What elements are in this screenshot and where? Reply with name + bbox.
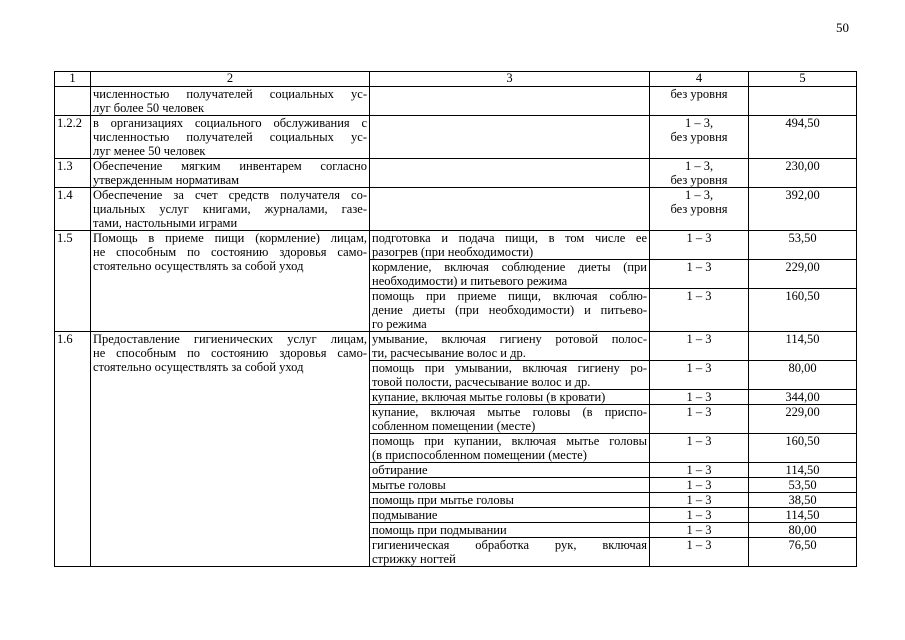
price-cell bbox=[749, 523, 857, 538]
service-name-line: численностью получателей социальных ус- bbox=[93, 87, 367, 101]
service-name-line: Обеспечение мягким инвентарем согласно bbox=[93, 159, 367, 173]
action-cell bbox=[370, 390, 650, 405]
action-line: купание, включая мытье головы (в кровати) bbox=[372, 390, 606, 404]
level-line: 1 – 3, bbox=[684, 188, 714, 202]
level-cell bbox=[650, 116, 749, 159]
service-name-line: в организациях социального обслуживания с bbox=[93, 116, 367, 130]
page-number: 50 bbox=[836, 20, 849, 35]
price-value: 53,50 bbox=[788, 478, 817, 492]
price-value: 344,00 bbox=[785, 390, 820, 404]
price-cell bbox=[749, 493, 857, 508]
level-line: 1 – 3 bbox=[686, 289, 712, 303]
action-line: ти, расчесывание волос и др. bbox=[372, 346, 526, 360]
action-line: разогрев (при необходимости) bbox=[372, 245, 534, 259]
price-value: 80,00 bbox=[788, 361, 817, 375]
service-name-line: не способным по состоянию здоровья само- bbox=[93, 346, 367, 360]
action-line: подмывание bbox=[372, 508, 438, 522]
row-number: 1.6 bbox=[57, 332, 73, 346]
level-line: 1 – 3 bbox=[686, 260, 712, 274]
price-value: 160,50 bbox=[785, 289, 820, 303]
action-line: кормление, включая соблюдение диеты (при bbox=[372, 260, 647, 274]
level-cell bbox=[650, 538, 749, 567]
action-cell bbox=[370, 188, 650, 231]
price-cell bbox=[749, 116, 857, 159]
level-cell bbox=[650, 231, 749, 260]
action-cell bbox=[370, 538, 650, 567]
action-line: го режима bbox=[372, 317, 427, 331]
row-number: 1.4 bbox=[57, 188, 73, 202]
level-cell bbox=[650, 332, 749, 361]
column-header-4: 4 bbox=[650, 72, 749, 87]
level-cell bbox=[650, 188, 749, 231]
table-row bbox=[55, 87, 857, 116]
action-cell bbox=[370, 260, 650, 289]
action-cell bbox=[370, 508, 650, 523]
table-row bbox=[55, 159, 857, 188]
action-line: собленном помещении (месте) bbox=[372, 419, 536, 433]
action-line: стрижку ногтей bbox=[372, 552, 456, 566]
service-name-line: Предоставление гигиенических услуг лицам, bbox=[93, 332, 367, 346]
service-name-line: Обеспечение за счет средств получателя со- bbox=[93, 188, 367, 202]
price-cell bbox=[749, 463, 857, 478]
action-line: дение диеты (при необходимости) и питьево- bbox=[372, 303, 647, 317]
level-cell bbox=[650, 523, 749, 538]
action-line: помощь при умывании, включая гигиену ро- bbox=[372, 361, 647, 375]
action-cell bbox=[370, 523, 650, 538]
level-cell bbox=[650, 493, 749, 508]
price-value: 114,50 bbox=[785, 463, 820, 477]
table-body bbox=[55, 72, 857, 567]
column-header-5: 5 bbox=[749, 72, 857, 87]
price-cell bbox=[749, 434, 857, 463]
price-value: 80,00 bbox=[788, 523, 817, 537]
row-number-cell bbox=[55, 231, 91, 332]
level-cell bbox=[650, 159, 749, 188]
action-cell bbox=[370, 87, 650, 116]
action-line: купание, включая мытье головы (в приспо- bbox=[372, 405, 647, 419]
action-line: умывание, включая гигиену ротовой полос- bbox=[372, 332, 647, 346]
row-number-cell bbox=[55, 159, 91, 188]
price-cell bbox=[749, 231, 857, 260]
level-cell bbox=[650, 289, 749, 332]
level-line: 1 – 3 bbox=[686, 478, 712, 492]
service-name-line: численностью получателей социальных ус- bbox=[93, 130, 367, 144]
level-line: без уровня bbox=[670, 87, 728, 101]
service-name-cell bbox=[91, 188, 370, 231]
action-line: необходимости) и питьевого режима bbox=[372, 274, 568, 288]
level-cell bbox=[650, 463, 749, 478]
row-number: 1.2.2 bbox=[57, 116, 82, 130]
action-line: подготовка и подача пищи, в том числе ее bbox=[372, 231, 647, 245]
table-row bbox=[55, 231, 857, 260]
price-cell bbox=[749, 508, 857, 523]
level-line: 1 – 3 bbox=[686, 390, 712, 404]
service-name-line: циальных услуг книгами, журналами, газе- bbox=[93, 202, 367, 216]
price-value: 76,50 bbox=[788, 538, 817, 552]
level-line: 1 – 3 bbox=[686, 508, 712, 522]
action-cell bbox=[370, 478, 650, 493]
service-name-line: утвержденным нормативам bbox=[93, 173, 240, 187]
row-number-cell bbox=[55, 332, 91, 567]
price-cell bbox=[749, 361, 857, 390]
level-line: 1 – 3 bbox=[686, 523, 712, 537]
level-line: 1 – 3, bbox=[684, 159, 714, 173]
level-cell bbox=[650, 361, 749, 390]
table-row bbox=[55, 188, 857, 231]
action-cell bbox=[370, 289, 650, 332]
price-value: 38,50 bbox=[788, 493, 817, 507]
level-line: 1 – 3 bbox=[686, 361, 712, 375]
level-line: 1 – 3 bbox=[686, 463, 712, 477]
price-cell bbox=[749, 159, 857, 188]
action-cell bbox=[370, 159, 650, 188]
price-value: 229,00 bbox=[785, 405, 820, 419]
price-cell bbox=[749, 87, 857, 116]
action-line: (в приспособленном помещении (месте) bbox=[372, 448, 587, 462]
action-line: товой полости, расчесывание волос и др. bbox=[372, 375, 591, 389]
row-number: 1.5 bbox=[57, 231, 73, 245]
level-cell bbox=[650, 434, 749, 463]
level-line: без уровня bbox=[670, 173, 728, 187]
price-value: 230,00 bbox=[785, 159, 820, 173]
level-cell bbox=[650, 260, 749, 289]
action-cell bbox=[370, 434, 650, 463]
price-value: 229,00 bbox=[785, 260, 820, 274]
row-number-cell bbox=[55, 116, 91, 159]
action-line: помощь при мытье головы bbox=[372, 493, 514, 507]
price-value: 53,50 bbox=[788, 231, 817, 245]
service-name-cell bbox=[91, 116, 370, 159]
service-name-cell bbox=[91, 87, 370, 116]
row-number-cell bbox=[55, 87, 91, 116]
price-cell bbox=[749, 405, 857, 434]
action-line: помощь при подмывании bbox=[372, 523, 507, 537]
level-cell bbox=[650, 87, 749, 116]
service-name-cell bbox=[91, 231, 370, 332]
service-name-line: тами, настольными играми bbox=[93, 216, 238, 230]
price-cell bbox=[749, 260, 857, 289]
price-cell bbox=[749, 332, 857, 361]
service-name-line: луг менее 50 человек bbox=[93, 144, 206, 158]
service-name-line: стоятельно осуществлять за собой уход bbox=[93, 259, 304, 273]
action-cell bbox=[370, 463, 650, 478]
price-cell bbox=[749, 390, 857, 405]
price-value: 114,50 bbox=[785, 508, 820, 522]
price-cell bbox=[749, 478, 857, 493]
price-value: 494,50 bbox=[785, 116, 820, 130]
row-number: 1.3 bbox=[57, 159, 73, 173]
action-cell bbox=[370, 231, 650, 260]
column-header-3: 3 bbox=[370, 72, 650, 87]
table-row bbox=[55, 116, 857, 159]
action-line: гигиеническая обработка рук, включая bbox=[372, 538, 647, 552]
price-cell bbox=[749, 538, 857, 567]
price-value: 114,50 bbox=[785, 332, 820, 346]
level-line: 1 – 3 bbox=[686, 231, 712, 245]
header-row bbox=[55, 72, 857, 87]
level-line: 1 – 3, bbox=[684, 116, 714, 130]
level-line: 1 – 3 bbox=[686, 405, 712, 419]
level-cell bbox=[650, 390, 749, 405]
level-line: без уровня bbox=[670, 130, 728, 144]
service-name-cell bbox=[91, 332, 370, 567]
level-line: 1 – 3 bbox=[686, 538, 712, 552]
level-line: 1 – 3 bbox=[686, 493, 712, 507]
price-cell bbox=[749, 188, 857, 231]
services-tariff-table bbox=[54, 71, 857, 567]
table-row bbox=[55, 332, 857, 361]
level-cell bbox=[650, 508, 749, 523]
action-cell bbox=[370, 493, 650, 508]
action-line: обтирание bbox=[372, 463, 428, 477]
action-cell bbox=[370, 332, 650, 361]
service-name-line: не способным по состоянию здоровья само- bbox=[93, 245, 367, 259]
column-header-1: 1 bbox=[55, 72, 91, 87]
action-line: помощь при приеме пищи, включая соблю- bbox=[372, 289, 647, 303]
price-value: 392,00 bbox=[785, 188, 820, 202]
service-name-line: стоятельно осуществлять за собой уход bbox=[93, 360, 304, 374]
action-cell bbox=[370, 116, 650, 159]
column-header-2: 2 bbox=[91, 72, 370, 87]
action-cell bbox=[370, 405, 650, 434]
service-name-cell bbox=[91, 159, 370, 188]
price-value: 160,50 bbox=[785, 434, 820, 448]
level-line: 1 – 3 bbox=[686, 332, 712, 346]
level-cell bbox=[650, 478, 749, 493]
price-cell bbox=[749, 289, 857, 332]
action-line: мытье головы bbox=[372, 478, 446, 492]
row-number-cell bbox=[55, 188, 91, 231]
level-line: без уровня bbox=[670, 202, 728, 216]
level-cell bbox=[650, 405, 749, 434]
service-name-line: Помощь в приеме пищи (кормление) лицам, bbox=[93, 231, 367, 245]
level-line: 1 – 3 bbox=[686, 434, 712, 448]
service-name-line: луг более 50 человек bbox=[93, 101, 205, 115]
action-cell bbox=[370, 361, 650, 390]
action-line: помощь при купании, включая мытье головы bbox=[372, 434, 647, 448]
